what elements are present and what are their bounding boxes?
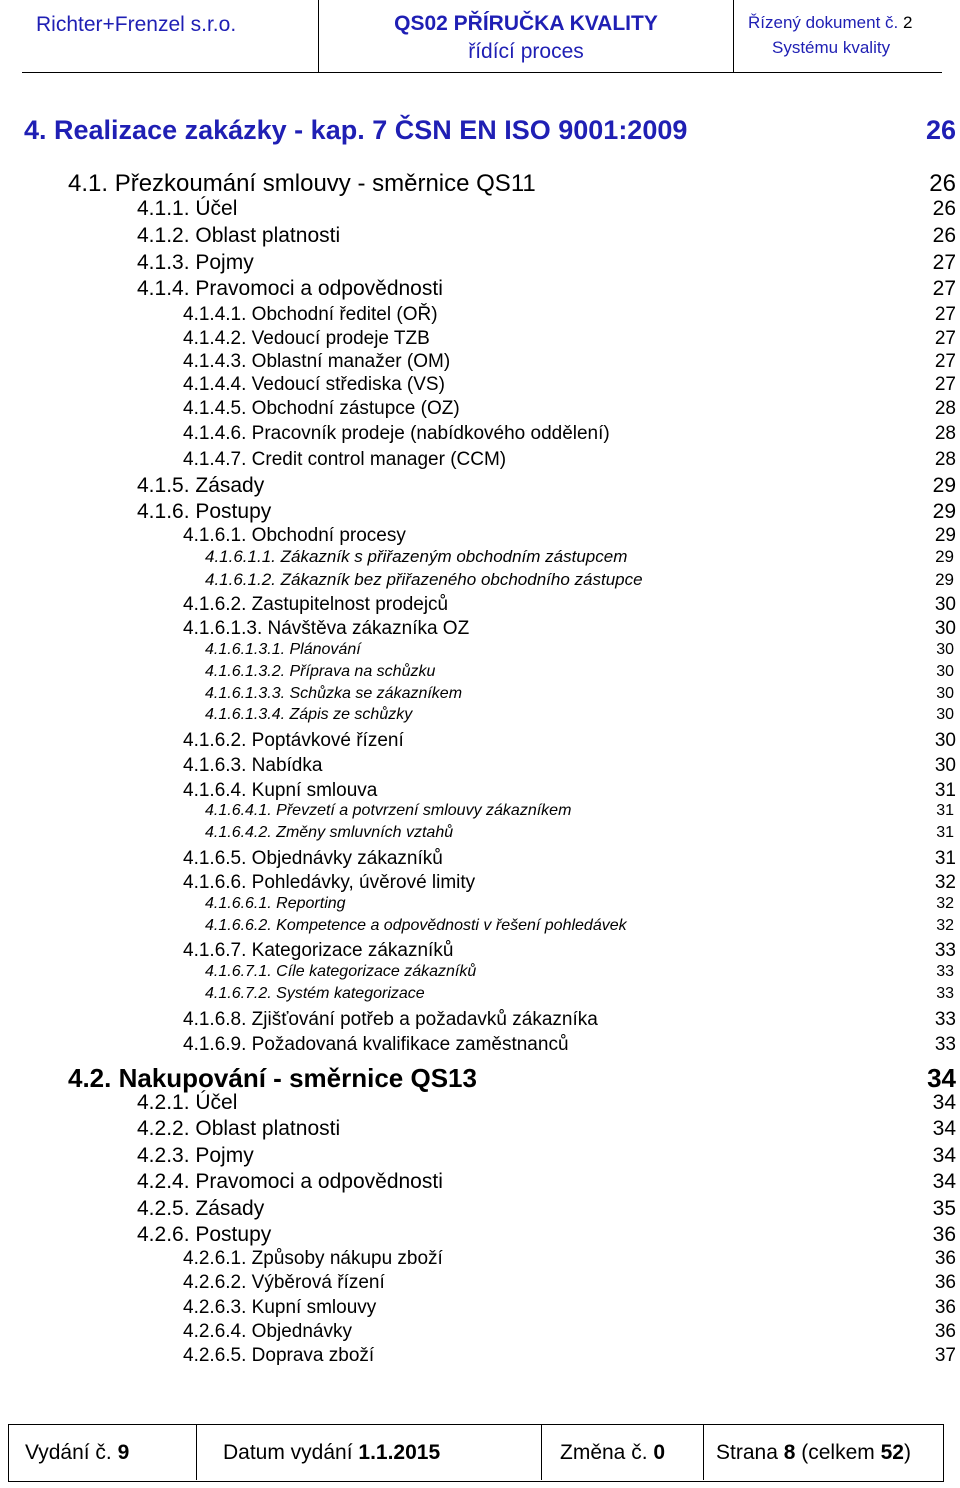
toc-entry-page: 36 <box>934 1248 956 1269</box>
toc-entry[interactable] <box>137 224 956 248</box>
date-value: 1.1.2015 <box>358 1441 441 1464</box>
toc-entry[interactable] <box>183 398 956 420</box>
toc-entry-page: 27 <box>934 351 956 372</box>
toc-entry-title: 4.1.2. Oblast platnosti <box>137 224 341 247</box>
toc-entry-page: 26 <box>932 197 956 220</box>
toc-entry[interactable] <box>137 1197 956 1221</box>
toc-entry-page: 31 <box>936 824 954 841</box>
toc-entry-page: 36 <box>932 1223 956 1246</box>
issue-value: 9 <box>117 1441 130 1464</box>
toc-entry[interactable] <box>24 115 956 146</box>
toc-entry-title: 4.1.6.7. Kategorizace zákazníků <box>183 940 454 961</box>
change-value: 0 <box>653 1441 666 1464</box>
footer-issue <box>9 1425 197 1480</box>
toc-entry[interactable] <box>183 423 956 445</box>
toc-entry-title: 4.2.4. Pravomoci a odpovědnosti <box>137 1170 443 1193</box>
toc-entry-title: 4.2.2. Oblast platnosti <box>137 1117 341 1140</box>
toc-entry-title: 4.2.1. Účel <box>137 1091 238 1114</box>
toc-entry-title: 4.1.6.1.1. Zákazník s přiřazeným obchodním zástupcem <box>205 547 628 566</box>
toc-entry-title: 4.1.6.3. Nabídka <box>183 755 323 776</box>
toc-entry-title: 4.1. Přezkoumání smlouvy - směrnice QS11 <box>68 170 536 197</box>
toc-entry-title: 4.1.6.6.1. Reporting <box>205 895 346 912</box>
toc-entry-page: 32 <box>936 917 954 934</box>
toc-entry[interactable] <box>205 824 954 842</box>
toc-entry-title: 4.1.6.4.1. Převzetí a potvrzení smlouvy zákazníkem <box>205 802 572 819</box>
document-subtitle: řídící proces <box>468 40 584 63</box>
toc-entry[interactable] <box>137 1144 956 1168</box>
toc-entry[interactable] <box>183 1034 956 1056</box>
issue-label: Vydání č. <box>25 1441 112 1464</box>
toc-entry-title: 4.2.6.4. Objednávky <box>183 1321 352 1342</box>
toc-entry[interactable] <box>183 1009 956 1031</box>
toc-entry-title: 4.1.3. Pojmy <box>137 251 254 274</box>
toc-entry[interactable] <box>205 802 954 820</box>
page-value: 8 <box>783 1441 796 1464</box>
toc-entry[interactable] <box>205 985 954 1003</box>
toc-entry-title: 4.2.6.1. Způsoby nákupu zboží <box>183 1248 443 1269</box>
toc-entry-page: 27 <box>934 374 956 395</box>
toc-entry-page: 34 <box>927 1063 956 1093</box>
toc-entry-page: 29 <box>932 474 956 497</box>
page-label: Strana <box>716 1441 778 1464</box>
toc-entry-page: 28 <box>934 449 956 470</box>
toc-entry-page: 34 <box>932 1170 956 1193</box>
toc-entry[interactable] <box>137 251 956 275</box>
toc-entry-title: 4.2.5. Zásady <box>137 1197 265 1220</box>
header-title-cell <box>319 0 734 72</box>
toc-entry[interactable] <box>183 730 956 752</box>
toc-entry-title: 4.2.6.5. Doprava zboží <box>183 1345 375 1366</box>
toc-entry-page: 27 <box>932 277 956 300</box>
company-name: Richter+Frenzel s.r.o. <box>36 13 237 36</box>
toc-entry-title: 4.1.6.1.3.4. Zápis ze schůzky <box>205 706 413 723</box>
toc-entry-title: 4.1.4.2. Vedoucí prodeje TZB <box>183 328 430 349</box>
toc-entry-title: 4.1.6.1.2. Zákazník bez přiřazeného obchodního zástupce <box>205 570 643 589</box>
toc-entry[interactable] <box>183 940 956 962</box>
toc-entry[interactable] <box>205 570 954 590</box>
toc-entry-page: 27 <box>934 328 956 349</box>
toc-entry[interactable] <box>183 374 956 396</box>
total-label-open: (celkem <box>801 1441 875 1464</box>
header-company-cell <box>22 0 319 72</box>
toc-entry-page: 26 <box>925 115 956 145</box>
toc-entry-page: 36 <box>934 1321 956 1342</box>
toc-entry-title: 4.1.6.2. Zastupitelnost prodejců <box>183 594 449 615</box>
toc-entry[interactable] <box>205 706 954 724</box>
toc-entry-title: 4.1.6.7.2. Systém kategorizace <box>205 985 425 1002</box>
toc-entry-title: 4.1.6.1.3.2. Příprava na schůzku <box>205 663 436 680</box>
toc-entry-page: 28 <box>934 398 956 419</box>
toc-entry[interactable] <box>137 1091 956 1115</box>
toc-entry-page: 33 <box>934 940 956 961</box>
footer-date <box>197 1425 542 1480</box>
toc-entry[interactable] <box>183 328 956 350</box>
page-header <box>22 0 942 73</box>
toc-entry[interactable] <box>137 500 956 524</box>
toc-entry[interactable] <box>183 449 956 471</box>
toc-entry-title: 4.2.6. Postupy <box>137 1223 272 1246</box>
toc-entry-page: 32 <box>934 872 956 893</box>
toc-entry[interactable] <box>183 618 956 640</box>
document-title: QS02 PŘÍRUČKA KVALITY <box>394 12 658 35</box>
toc-entry-page: 34 <box>932 1144 956 1167</box>
toc-entry[interactable] <box>68 170 956 198</box>
toc-entry-title: 4.1.4.5. Obchodní zástupce (OZ) <box>183 398 460 419</box>
toc-entry-page: 30 <box>934 594 956 615</box>
controlled-document-label <box>748 13 912 33</box>
total-label-close: ) <box>903 1441 911 1464</box>
toc-entry[interactable] <box>137 197 956 221</box>
toc-entry[interactable] <box>183 525 956 547</box>
toc-entry-page: 33 <box>934 1034 956 1055</box>
toc-entry[interactable] <box>183 848 956 870</box>
toc-entry-title: 4.1.6.9. Požadovaná kvalifikace zaměstnanců <box>183 1034 569 1055</box>
toc-entry-title: 4.1.4. Pravomoci a odpovědnosti <box>137 277 443 300</box>
header-doc-cell <box>734 0 942 72</box>
toc-entry-page: 34 <box>932 1091 956 1114</box>
toc-entry[interactable] <box>183 872 956 894</box>
toc-entry-page: 30 <box>936 641 954 658</box>
toc-entry-page: 30 <box>934 730 956 751</box>
toc-entry[interactable] <box>137 1223 956 1247</box>
toc-entry-page: 35 <box>932 1197 956 1220</box>
footer-page <box>704 1425 942 1480</box>
toc-entry-page: 28 <box>934 423 956 444</box>
toc-entry-page: 33 <box>936 963 954 980</box>
controlled-document-text: Řízený dokument č. <box>748 13 899 32</box>
toc-entry-page: 30 <box>936 706 954 723</box>
toc-entry[interactable] <box>205 685 954 703</box>
toc-entry[interactable] <box>205 917 954 935</box>
toc-entry-page: 30 <box>936 663 954 680</box>
toc-entry-title: 4.1.6.7.1. Cíle kategorizace zákazníků <box>205 963 477 980</box>
toc-entry-title: 4.2. Nakupování - směrnice QS13 <box>68 1063 477 1093</box>
toc-entry-title: 4.1.6.8. Zjišťování potřeb a požadavků zákazníka <box>183 1009 598 1030</box>
toc-entry-page: 32 <box>936 895 954 912</box>
toc-entry[interactable] <box>183 1297 956 1319</box>
toc-entry-page: 36 <box>934 1272 956 1293</box>
toc-entry[interactable] <box>137 277 956 301</box>
toc-entry-title: 4.2.6.2. Výběrová řízení <box>183 1272 385 1293</box>
toc-entry-page: 29 <box>935 570 954 589</box>
toc-entry-page: 30 <box>934 755 956 776</box>
toc-entry-title: 4.1.5. Zásady <box>137 474 265 497</box>
toc-entry-page: 36 <box>934 1297 956 1318</box>
toc-entry[interactable] <box>205 895 954 913</box>
toc-entry-page: 37 <box>934 1345 956 1366</box>
toc-entry[interactable] <box>183 594 956 616</box>
footer-change <box>542 1425 704 1480</box>
toc-entry[interactable] <box>183 304 956 326</box>
toc-entry-title: 4.1.6.6. Pohledávky, úvěrové limity <box>183 872 476 893</box>
date-label: Datum vydání <box>223 1441 353 1464</box>
toc-entry[interactable] <box>68 1063 956 1094</box>
toc-entry[interactable] <box>183 1248 956 1270</box>
toc-entry[interactable] <box>137 474 956 498</box>
toc-entry-title: 4.2.6.3. Kupní smlouvy <box>183 1297 377 1318</box>
toc-entry-title: 4.1.6.5. Objednávky zákazníků <box>183 848 443 869</box>
toc-entry-page: 29 <box>934 525 956 546</box>
toc-entry-page: 31 <box>936 802 954 819</box>
toc-entry-page: 26 <box>929 170 956 197</box>
toc-entry-title: 4. Realizace zakázky - kap. 7 ČSN EN ISO 9001:2009 <box>24 115 688 145</box>
toc-entry-title: 4.1.4.3. Oblastní manažer (OM) <box>183 351 451 372</box>
toc-entry-title: 4.1.1. Účel <box>137 197 238 220</box>
toc-entry[interactable] <box>205 963 954 981</box>
toc-entry-page: 33 <box>934 1009 956 1030</box>
toc-entry-title: 4.1.4.4. Vedoucí střediska (VS) <box>183 374 445 395</box>
toc-entry-page: 33 <box>936 985 954 1002</box>
toc-entry-title: 4.2.3. Pojmy <box>137 1144 254 1167</box>
toc-entry-page: 29 <box>935 547 954 566</box>
quality-system-label: Systému kvality <box>772 38 891 57</box>
toc-entry-page: 30 <box>936 685 954 702</box>
toc-entry-title: 4.1.4.6. Pracovník prodeje (nabídkového oddělení) <box>183 423 610 444</box>
toc-entry[interactable] <box>205 547 954 567</box>
change-label: Změna č. <box>560 1441 648 1464</box>
toc-entry[interactable] <box>183 1345 956 1367</box>
page-footer <box>8 1424 944 1482</box>
total-value: 52 <box>880 1441 904 1464</box>
toc-entry-page: 27 <box>932 251 956 274</box>
toc-entry[interactable] <box>183 780 956 802</box>
toc-entry-title: 4.1.4.1. Obchodní ředitel (OŘ) <box>183 304 438 325</box>
toc-entry-title: 4.1.6. Postupy <box>137 500 272 523</box>
controlled-document-number: 2 <box>902 13 913 32</box>
toc-entry-title: 4.1.4.7. Credit control manager (CCM) <box>183 449 507 470</box>
toc-entry-title: 4.1.6.1.3. Návštěva zákazníka OZ <box>183 618 470 639</box>
toc-entry-page: 34 <box>932 1117 956 1140</box>
toc-entry[interactable] <box>205 641 954 659</box>
toc-entry[interactable] <box>183 1321 956 1343</box>
toc-entry[interactable] <box>183 351 956 373</box>
toc-entry[interactable] <box>137 1170 956 1194</box>
toc-entry-title: 4.1.6.6.2. Kompetence a odpovědnosti v řešení pohledávek <box>205 917 627 934</box>
toc-entry-page: 30 <box>934 618 956 639</box>
toc-entry-page: 26 <box>932 224 956 247</box>
toc-entry[interactable] <box>205 663 954 681</box>
toc-entry-title: 4.1.6.4. Kupní smlouva <box>183 780 378 801</box>
toc-entry-title: 4.1.6.1.3.1. Plánování <box>205 641 361 658</box>
toc-entry[interactable] <box>183 1272 956 1294</box>
toc-entry-page: 27 <box>934 304 956 325</box>
toc-entry-title: 4.1.6.4.2. Změny smluvních vztahů <box>205 824 454 841</box>
toc-entry-page: 31 <box>934 780 956 801</box>
toc-entry[interactable] <box>183 755 956 777</box>
toc-entry-page: 31 <box>934 848 956 869</box>
toc-entry-title: 4.1.6.1.3.3. Schůzka se zákazníkem <box>205 685 463 702</box>
toc-entry[interactable] <box>137 1117 956 1141</box>
toc-entry-title: 4.1.6.2. Poptávkové řízení <box>183 730 404 751</box>
toc-entry-page: 29 <box>932 500 956 523</box>
toc-entry-title: 4.1.6.1. Obchodní procesy <box>183 525 406 546</box>
